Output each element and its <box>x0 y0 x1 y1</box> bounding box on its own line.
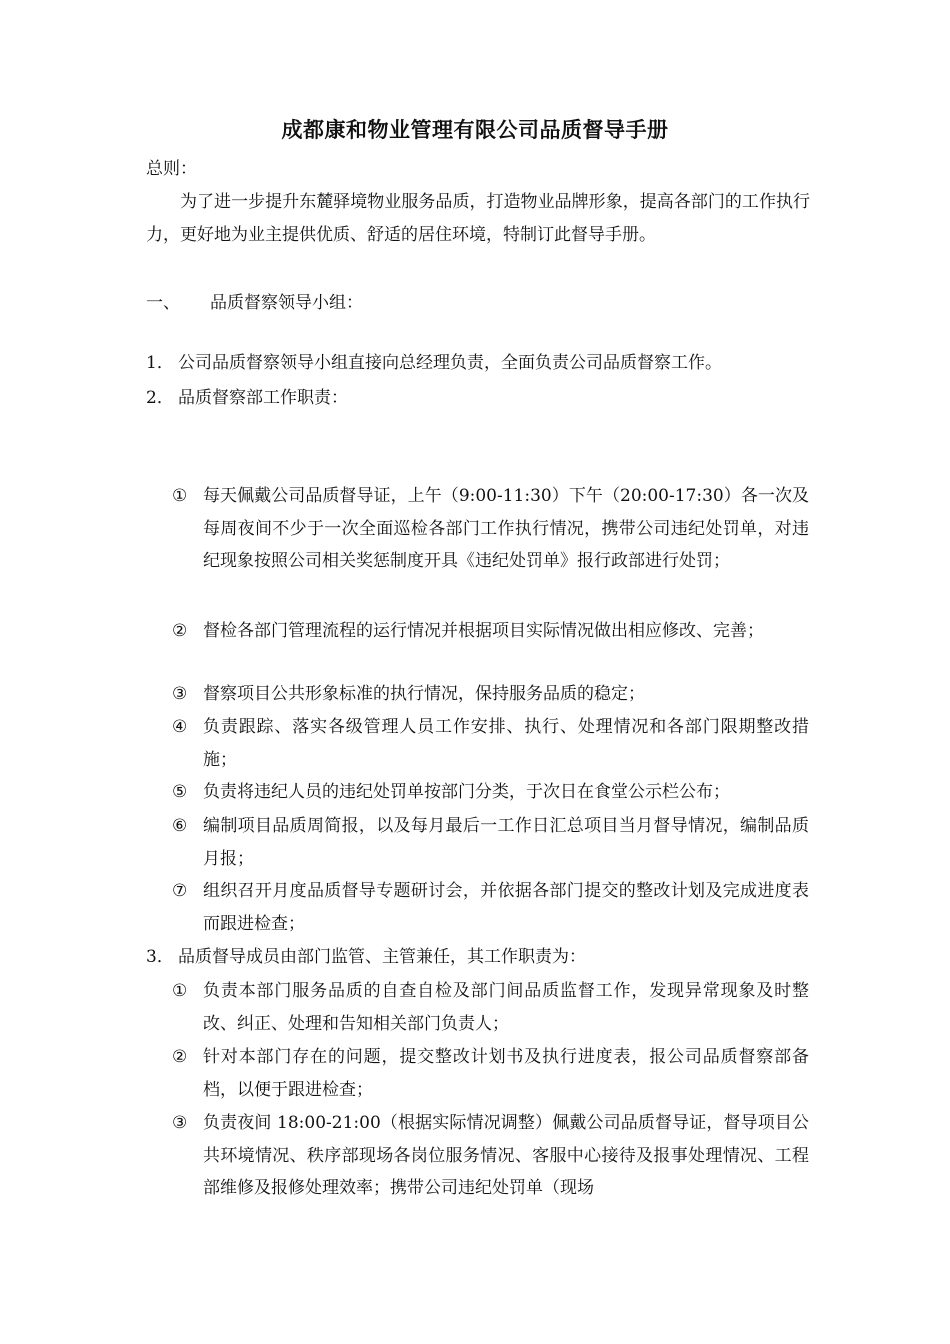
dept-duty-1-marker: ① <box>172 486 188 506</box>
section1-number: 一、 <box>146 293 180 313</box>
point-1-text: 公司品质督察领导小组直接向总经理负责，全面负责公司品质督察工作。 <box>178 353 722 373</box>
dept-duty-5-text: 负责将违纪人员的违纪处罚单按部门分类，于次日在食堂公示栏公布； <box>203 782 730 802</box>
point-3-text: 品质督导成员由部门监管、主管兼任，其工作职责为： <box>178 947 586 967</box>
point-1-number: 1． <box>146 353 174 373</box>
document-title: 成都康和物业管理有限公司品质督导手册 <box>281 117 669 142</box>
dept-duty-6-marker: ⑥ <box>172 816 188 836</box>
section1-heading: 品质督察领导小组： <box>210 293 363 313</box>
member-duty-2-text: 针对本部门存在的问题，提交整改计划书及执行进度表，报公司品质督察部备档，以便于跟进检查； <box>203 1047 809 1100</box>
dept-duty-5-marker: ⑤ <box>172 782 188 802</box>
member-duty-3-text: 负责夜间 18:00-21:00（根据实际情况调整）佩戴公司品质督导证，督导项目公共环境情况、秩序部现场各岗位服务情况、客服中心接待及报事处理情况、工程部维修及报修处理效率；携带公司违纪处罚单（现场 <box>203 1113 809 1198</box>
point-2-number: 2． <box>146 388 174 408</box>
dept-duty-3-marker: ③ <box>172 684 188 704</box>
dept-duty-4-marker: ④ <box>172 717 188 737</box>
dept-duty-7-text: 组织召开月度品质督导专题研讨会，并依据各部门提交的整改计划及完成进度表而跟进检查； <box>203 881 809 934</box>
dept-duty-6-text: 编制项目品质周简报，以及每月最后一工作日汇总项目当月督导情况，编制品质月报； <box>203 816 809 869</box>
dept-duty-1-text: 每天佩戴公司品质督导证，上午（9:00-11:30）下午（20:00-17:30）各一次及每周夜间不少于一次全面巡检各部门工作执行情况，携带公司违纪处罚单，对违纪现象按照公司相关奖惩制度开具《违纪处罚单》报行政部进行处罚； <box>203 486 809 571</box>
general-heading: 总则： <box>146 159 197 179</box>
point-3-number: 3． <box>146 947 174 967</box>
member-duty-3-marker: ③ <box>172 1113 188 1133</box>
point-2-text: 品质督察部工作职责： <box>178 388 348 408</box>
dept-duty-2-text: 督检各部门管理流程的运行情况并根据项目实际情况做出相应修改、完善； <box>203 621 764 641</box>
dept-duty-4-text: 负责跟踪、落实各级管理人员工作安排、执行、处理情况和各部门限期整改措施； <box>203 717 809 770</box>
general-intro: 为了进一步提升东麓驿境物业服务品质，打造物业品牌形象，提高各部门的工作执行力，更好地为业主提供优质、舒适的居住环境，特制订此督导手册。 <box>146 192 810 245</box>
dept-duty-2-marker: ② <box>172 621 188 641</box>
member-duty-2-marker: ② <box>172 1047 188 1067</box>
member-duty-1-marker: ① <box>172 981 188 1001</box>
dept-duty-3-text: 督察项目公共形象标准的执行情况，保持服务品质的稳定； <box>203 684 645 704</box>
dept-duty-7-marker: ⑦ <box>172 881 188 901</box>
member-duty-1-text: 负责本部门服务品质的自查自检及部门间品质监督工作，发现异常现象及时整改、纠正、处理和告知相关部门负责人； <box>203 981 809 1034</box>
